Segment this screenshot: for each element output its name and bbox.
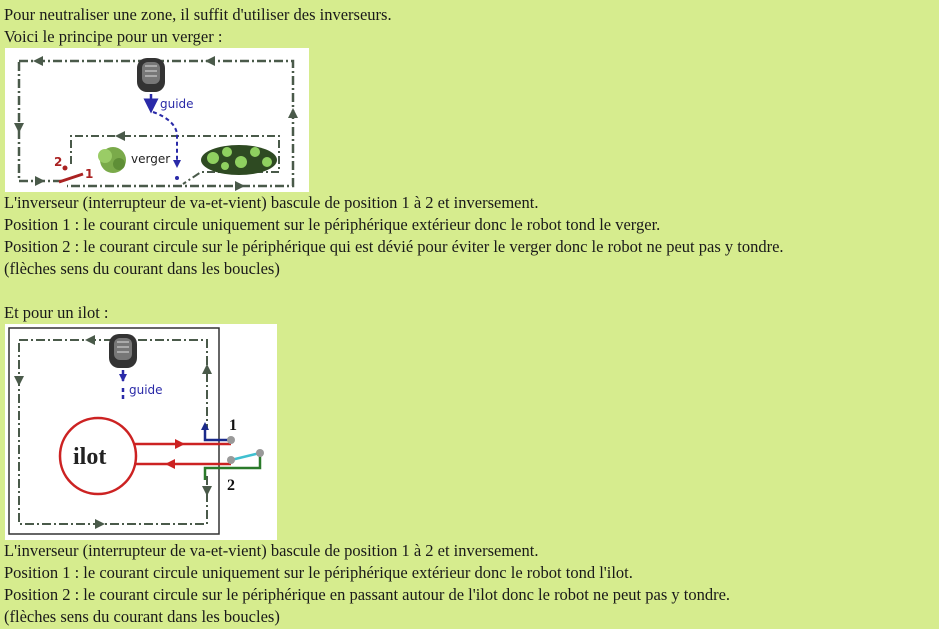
ilot-arrow-out-icon bbox=[175, 439, 185, 449]
ilot-text-4: (flèches sens du courant dans les boucles) bbox=[4, 607, 280, 626]
switch-contact-1 bbox=[227, 436, 235, 444]
switch-position-2-label: 2 bbox=[54, 155, 63, 169]
verger-tree-icon bbox=[98, 147, 126, 173]
intro-line-2: Voici le principe pour un verger : bbox=[4, 27, 223, 46]
switch-pivot bbox=[256, 449, 264, 457]
switch-wire-1 bbox=[205, 426, 231, 440]
ilot-text-2: Position 1 : le courant circule uniquement sur le périphérique extérieur donc le robot tond l'ilot. bbox=[4, 563, 633, 582]
outer-perimeter-wire bbox=[19, 340, 207, 524]
guide-label: guide bbox=[160, 97, 194, 111]
robot-icon bbox=[109, 334, 137, 368]
guide-arrow-icon bbox=[173, 160, 181, 168]
spacer bbox=[4, 280, 939, 302]
verger-text-2: Position 1 : le courant circule uniquement sur le périphérique extérieur donc le robot tond le verger. bbox=[4, 215, 661, 234]
verger-switch-icon bbox=[59, 166, 83, 183]
switch-contact-2 bbox=[227, 456, 235, 464]
ilot-text-1: L'inverseur (interrupteur de va-et-vient) bascule de position 1 à 2 et inversement. bbox=[4, 541, 539, 560]
switch-position-1-label: 1 bbox=[85, 167, 94, 181]
guide-end-dot bbox=[175, 176, 179, 180]
switch-blade bbox=[231, 453, 260, 460]
robot-icon bbox=[137, 58, 165, 92]
guide-arrow-icon bbox=[119, 374, 127, 382]
ilot-arrow-in-icon bbox=[165, 459, 175, 469]
verger-diagram bbox=[5, 48, 309, 192]
verger-label: verger bbox=[131, 152, 171, 166]
ilot-diagram bbox=[5, 324, 277, 540]
switch-position-1-label: 1 bbox=[229, 417, 237, 434]
ilot-intro: Et pour un ilot : bbox=[4, 303, 109, 322]
hedge-icon bbox=[201, 145, 277, 175]
diverted-wire-arrow bbox=[115, 131, 125, 141]
switch-position-2-label: 2 bbox=[227, 477, 235, 494]
verger-text-1: L'inverseur (interrupteur de va-et-vient) bascule de position 1 à 2 et inversement. bbox=[4, 193, 539, 212]
guide-label: guide bbox=[129, 383, 163, 397]
ilot-text-3: Position 2 : le courant circule sur le périphérique en passant autour de l'ilot donc le robot ne peut pas y tondre. bbox=[4, 585, 731, 604]
verger-text-3: Position 2 : le courant circule sur le périphérique qui est dévié pour éviter le verger donc le robot ne peut pas y tondre. bbox=[4, 237, 784, 256]
verger-text-4: (flèches sens du courant dans les boucles) bbox=[4, 259, 280, 278]
ilot-label: ilot bbox=[73, 444, 107, 470]
intro-line-1: Pour neutraliser une zone, il suffit d'utiliser des inverseurs. bbox=[4, 5, 392, 24]
